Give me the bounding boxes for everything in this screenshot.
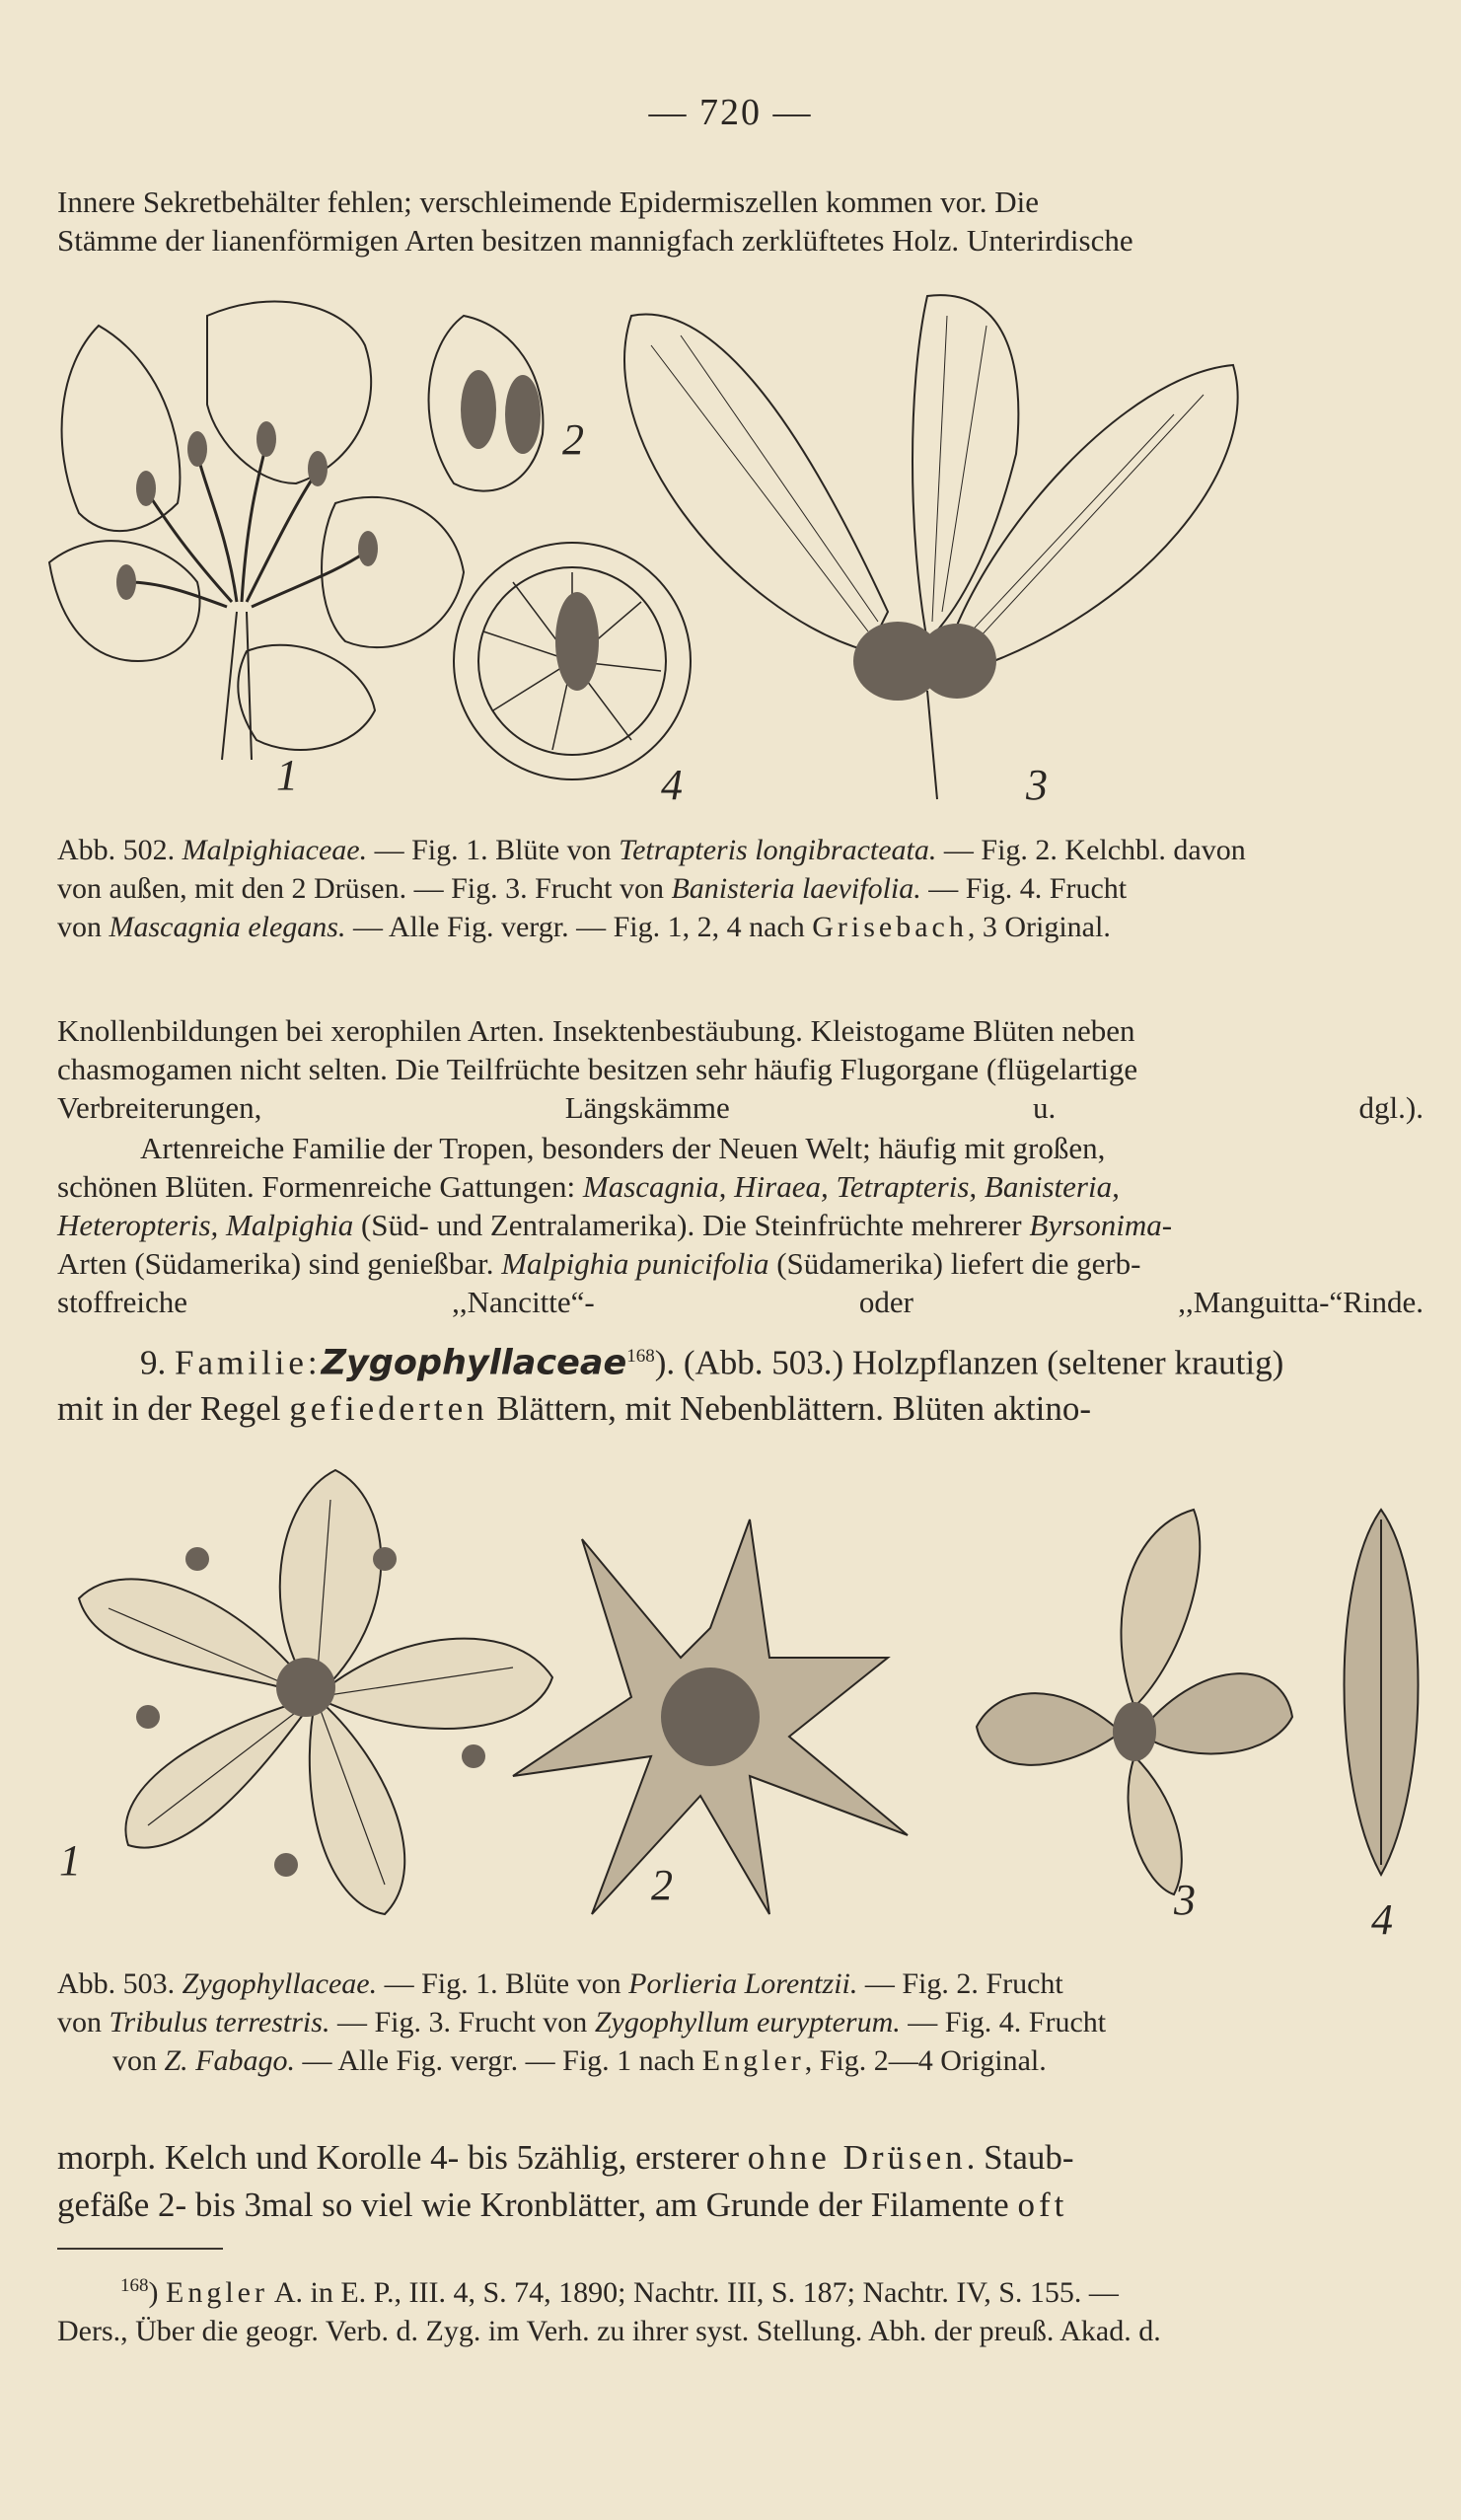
para2-line-5: stoffreiche ,,Nancitte“- oder ,,Manguitta-“Rinde. bbox=[57, 1285, 1424, 1319]
para2-line-3: Heteropteris, Malpighia (Süd- und Zentralamerika). Die Steinfrüchte mehrerer Byrsonima- bbox=[57, 1208, 1173, 1242]
fig502-flower bbox=[49, 302, 464, 799]
fig502-label-1: 1 bbox=[276, 751, 298, 799]
fig502-round-fruit bbox=[454, 543, 691, 809]
fig502-label-4: 4 bbox=[661, 761, 683, 809]
fig503-label-4: 4 bbox=[1371, 1895, 1393, 1944]
para2-line-2: schönen Blüten. Formenreiche Gattungen: Mascagnia, Hiraea, Tetrapteris, Banisteria, bbox=[57, 1169, 1120, 1204]
caption-502-line-2 bbox=[57, 869, 1424, 908]
caption-503-line-3: von Z. Fabago. — Alle Fig. vergr. — Fig. 1 nach Engler, Fig. 2—4 Original. bbox=[112, 2044, 1047, 2077]
fig502-label-2: 2 bbox=[562, 415, 584, 464]
fig503-label-3: 3 bbox=[1174, 1876, 1196, 1924]
fig502-sepal bbox=[429, 316, 584, 491]
intro-text bbox=[57, 183, 1424, 259]
intro-line-1 bbox=[57, 183, 1424, 221]
figure-503-illustration bbox=[39, 1460, 1430, 1954]
footnote-line-2: Ders., Über die geogr. Verb. d. Zyg. im Verh. zu ihrer syst. Stellung. Abh. der preuß. Akad. d. bbox=[57, 2315, 1161, 2347]
figure-503-caption bbox=[57, 1964, 1424, 2080]
family-9-line-2: mit in der Regel gefiederten Blättern, mit Nebenblättern. Blüten aktino- bbox=[57, 1388, 1092, 1428]
fig503-spiny-fruit bbox=[513, 1519, 908, 1914]
family-9-line-1: 9. Familie:Zygophyllaceae$^{168}$). (Abb. 503.) Holzpflanzen (seltener krautig) bbox=[140, 1343, 1284, 1383]
fig503-flower bbox=[79, 1470, 552, 1914]
intro-line-2-text: Stämme der lianenförmigen Arten besitzen mannigfach zerklüftetes Holz. Unterirdische bbox=[57, 223, 1133, 258]
caption-502-l1: Abb. 502. Malpighiaceae. — Fig. 1. Blüte von Tetrapteris longibracteata. — Fig. 2. Kelchbl. davon bbox=[57, 834, 1246, 866]
paragraph-1 bbox=[57, 1011, 1424, 1127]
family-9-heading bbox=[57, 1334, 1424, 1432]
caption-502-line-1 bbox=[57, 831, 1424, 869]
paragraph-2 bbox=[57, 1129, 1424, 1321]
page-number: — 720 — bbox=[648, 92, 813, 133]
fig502-winged-fruit bbox=[624, 295, 1238, 809]
intro-line-1-text: Innere Sekretbehälter fehlen; verschleimende Epidermiszellen kommen vor. Die bbox=[57, 185, 1040, 219]
fig503-elongated-fruit bbox=[1345, 1510, 1419, 1875]
footnote-line-1: $^{168}$) Engler A. in E. P., III. 4, S. 74, 1890; Nachtr. III, S. 187; Nachtr. IV, S. 155. — bbox=[120, 2275, 1119, 2309]
para2-line-1: Artenreiche Familie der Tropen, besonders der Neuen Welt; häufig mit großen, bbox=[140, 1131, 1106, 1165]
para1-line-3: Verbreiterungen, Längskämme u. dgl.). bbox=[57, 1090, 1424, 1125]
para1-line-2: chasmogamen nicht selten. Die Teilfrüchte besitzen sehr häufig Flugorgane (flügelartige bbox=[57, 1052, 1138, 1086]
para2-line-4: Arten (Südamerika) sind genießbar. Malpighia punicifolia (Südamerika) liefert die gerb- bbox=[57, 1246, 1141, 1281]
intro-line-2 bbox=[57, 221, 1424, 259]
figure-502-illustration bbox=[39, 286, 1421, 819]
fig503-winged-fruit bbox=[977, 1510, 1292, 1894]
figure-502-caption bbox=[57, 831, 1424, 946]
fig502-label-3: 3 bbox=[1026, 761, 1048, 809]
caption-502-line-3 bbox=[57, 908, 1424, 946]
fig503-label-1: 1 bbox=[59, 1836, 81, 1885]
bottom-line-2: gefäße 2- bis 3mal so viel wie Kronblätter, am Grunde der Filamente oft bbox=[57, 2186, 1068, 2224]
para1-line-1: Knollenbildungen bei xerophilen Arten. Insektenbestäubung. Kleistogame Blüten neben bbox=[57, 1013, 1135, 1048]
bottom-line-1: morph. Kelch und Korolle 4- bis 5zählig, ersterer ohne Drüsen. Staub- bbox=[57, 2138, 1074, 2177]
footnote bbox=[57, 2266, 1424, 2350]
caption-503-line-1: Abb. 503. Zygophyllaceae. — Fig. 1. Blüte von Porlieria Lorentzii. — Fig. 2. Frucht bbox=[57, 1967, 1063, 2000]
footnote-divider bbox=[57, 2248, 223, 2250]
caption-502-l3: von Mascagnia elegans. — Alle Fig. vergr. — Fig. 1, 2, 4 nach Grisebach, 3 Original. bbox=[57, 911, 1111, 943]
caption-502-l2: von außen, mit den 2 Drüsen. — Fig. 3. Frucht von Banisteria laevifolia. — Fig. 4. Frucht bbox=[57, 872, 1128, 905]
caption-503-line-2: von Tribulus terrestris. — Fig. 3. Frucht von Zygophyllum eurypterum. — Fig. 4. Frucht bbox=[57, 2006, 1107, 2038]
bottom-text bbox=[57, 2134, 1424, 2229]
fig503-label-2: 2 bbox=[651, 1861, 673, 1909]
